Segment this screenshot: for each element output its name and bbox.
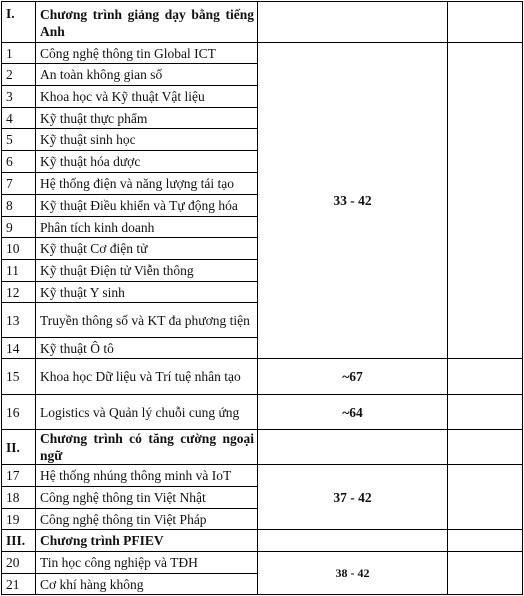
table-row [2, 43, 523, 64]
section-header-row [2, 530, 523, 552]
programs-table [1, 1, 523, 595]
program-name: Cơ khí hàng không [36, 574, 258, 595]
score-value: ~67 [258, 359, 448, 395]
extra-cell [448, 430, 523, 465]
row-number: 13 [2, 303, 36, 338]
row-number: 2 [2, 64, 36, 86]
row-number: 8 [2, 195, 36, 217]
score-cell [258, 2, 448, 43]
program-name: Phân tích kinh doanh [36, 217, 258, 238]
program-name: Kỹ thuật hóa dược [36, 151, 258, 173]
section-title: Chương trình PFIEV [36, 530, 258, 552]
row-number: 9 [2, 217, 36, 238]
section-number: III. [2, 530, 36, 552]
section-header-row [2, 430, 523, 465]
section-number: II. [2, 430, 36, 465]
row-number: 12 [2, 282, 36, 303]
table-row [2, 395, 523, 430]
program-name: Truyền thông số và KT đa phương tiện [36, 303, 258, 338]
program-name: Kỹ thuật Ô tô [36, 338, 258, 359]
table-row [2, 552, 523, 574]
row-number: 20 [2, 552, 36, 574]
row-number: 6 [2, 151, 36, 173]
row-number: 5 [2, 129, 36, 151]
row-number: 17 [2, 465, 36, 487]
score-cell [258, 530, 448, 552]
table-row [2, 359, 523, 395]
program-name: Kỹ thuật sinh học [36, 129, 258, 151]
program-name: Kỹ thuật thực phẩm [36, 108, 258, 129]
program-name: Khoa học Dữ liệu và Trí tuệ nhân tạo [36, 359, 258, 395]
row-number: 1 [2, 43, 36, 64]
section-number: I. [2, 2, 36, 43]
extra-cell [448, 465, 523, 530]
program-name: Công nghệ thông tin Global ICT [36, 43, 258, 64]
row-number: 4 [2, 108, 36, 129]
section-title: Chương trình giảng dạy bằng tiếng Anh [36, 2, 258, 43]
extra-cell [448, 359, 523, 395]
score-cell [258, 430, 448, 465]
row-number: 10 [2, 238, 36, 260]
extra-cell [448, 530, 523, 552]
program-name: Công nghệ thông tin Việt Pháp [36, 509, 258, 530]
program-name: Kỹ thuật Cơ điện tử [36, 238, 258, 260]
row-number: 11 [2, 260, 36, 282]
score-range: 33 - 42 [258, 43, 448, 359]
program-name: Logistics và Quản lý chuỗi cung ứng [36, 395, 258, 430]
program-name: Hệ thống điện và năng lượng tái tạo [36, 173, 258, 195]
score-range: 37 - 42 [258, 465, 448, 530]
row-number: 14 [2, 338, 36, 359]
program-name: Công nghệ thông tin Việt Nhật [36, 487, 258, 509]
section-header-row [2, 2, 523, 43]
program-name: An toàn không gian số [36, 64, 258, 86]
program-name: Khoa học và Kỹ thuật Vật liệu [36, 86, 258, 108]
score-value: ~64 [258, 395, 448, 430]
program-name: Kỹ thuật Điện tử Viễn thông [36, 260, 258, 282]
section-title: Chương trình có tăng cường ngoại ngữ [36, 430, 258, 465]
score-range: 38 - 42 [258, 552, 448, 595]
extra-cell [448, 395, 523, 430]
table-row [2, 465, 523, 487]
extra-cell [448, 552, 523, 595]
extra-cell [448, 43, 523, 359]
row-number: 16 [2, 395, 36, 430]
row-number: 15 [2, 359, 36, 395]
extra-cell [448, 2, 523, 43]
program-name: Hệ thống nhúng thông minh và IoT [36, 465, 258, 487]
row-number: 18 [2, 487, 36, 509]
row-number: 21 [2, 574, 36, 595]
row-number: 19 [2, 509, 36, 530]
row-number: 3 [2, 86, 36, 108]
program-name: Kỹ thuật Điều khiển và Tự động hóa [36, 195, 258, 217]
row-number: 7 [2, 173, 36, 195]
program-name: Kỹ thuật Y sinh [36, 282, 258, 303]
program-name: Tin học công nghiệp và TĐH [36, 552, 258, 574]
